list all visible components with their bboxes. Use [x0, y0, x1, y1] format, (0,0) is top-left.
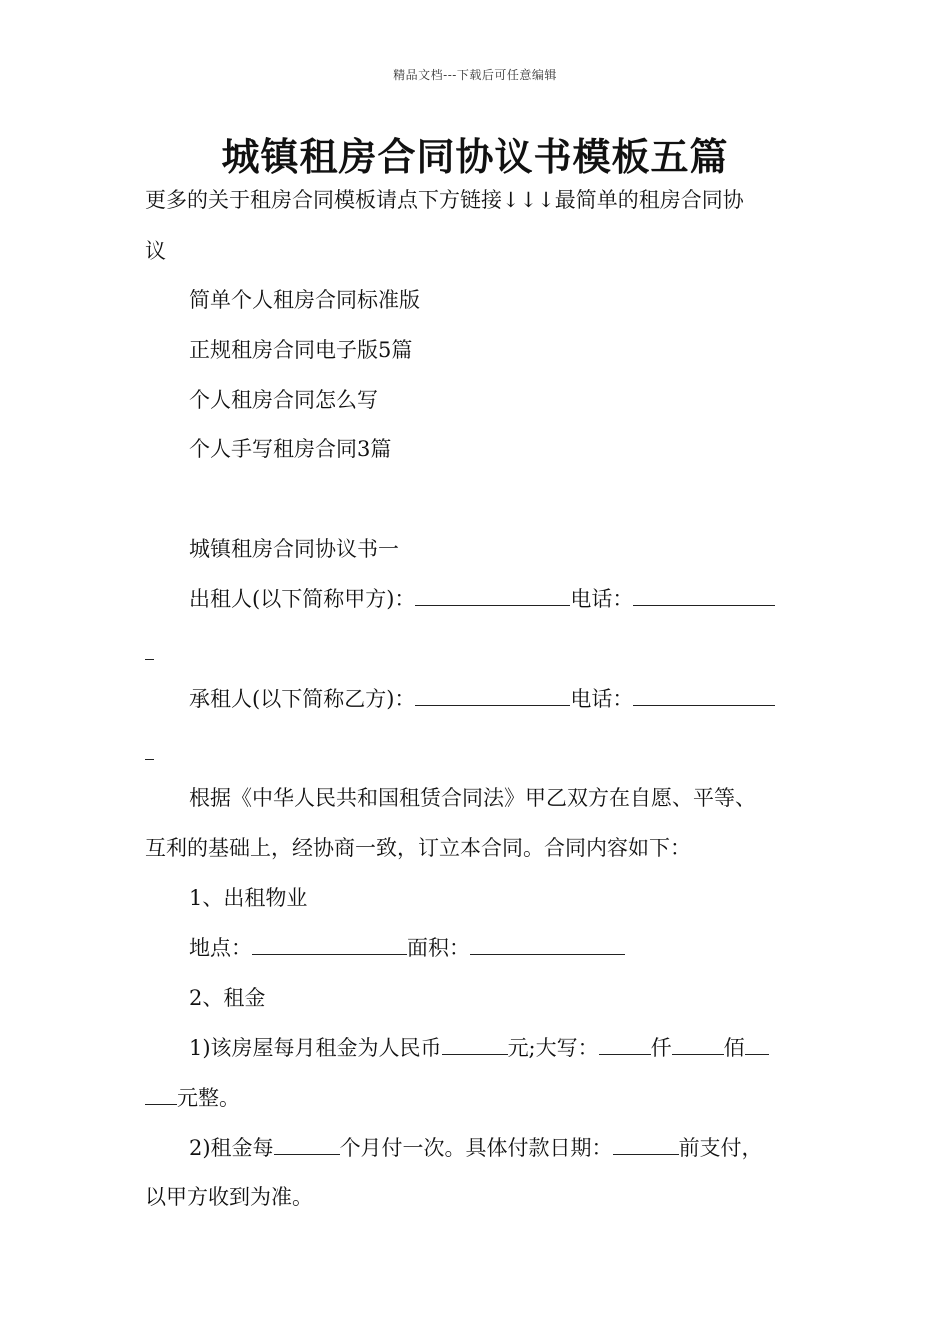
- lessee-phone-blank-overflow: [145, 759, 154, 760]
- rent-clause-2-line-2: 以甲方收到为准。: [145, 1185, 313, 1209]
- lessor-phone-blank[interactable]: [633, 585, 775, 606]
- lessor-phone-label: 电话：: [570, 587, 634, 611]
- basis-line-2: 互利的基础上，经协商一致，订立本合同。合同内容如下：: [145, 836, 691, 860]
- lessor-line: [189, 584, 775, 614]
- rent1-text-a: 1)该房屋每月租金为人民币: [189, 1036, 442, 1060]
- area-label: 面积：: [407, 936, 470, 960]
- lessor-phone-blank-overflow: [145, 659, 154, 660]
- rent-clause-2-line-1: [189, 1133, 763, 1163]
- rent-clause-1-line-2: [145, 1083, 240, 1113]
- document-title: 城镇租房合同协议书模板五篇: [221, 135, 729, 179]
- rent2-text-a: 2)租金每: [189, 1136, 274, 1160]
- link-item-2[interactable]: 正规租房合同电子版5篇: [189, 338, 413, 362]
- page-header: 精品文档---下载后可任意编辑: [393, 68, 557, 82]
- intro-line-2: 议: [145, 239, 166, 263]
- link-item-4[interactable]: 个人手写租房合同3篇: [189, 437, 392, 461]
- lessee-phone-label: 电话：: [570, 687, 634, 711]
- lessee-line: [189, 684, 775, 714]
- link-item-3[interactable]: 个人租房合同怎么写: [189, 388, 378, 412]
- intro-line-1: 更多的关于租房合同模板请点下方链接↓↓↓最简单的租房合同协: [145, 188, 744, 212]
- rent-clause-1-line-1: [189, 1033, 769, 1063]
- rent1-text-d: 佰: [723, 1036, 745, 1060]
- units-blank-part-2[interactable]: [145, 1084, 177, 1105]
- basis-line-1: 根据《中华人民共和国租赁合同法》甲乙双方在自愿、平等、: [189, 786, 756, 810]
- location-area-line: [189, 933, 625, 963]
- location-label: 地点：: [189, 936, 252, 960]
- area-blank[interactable]: [470, 934, 625, 955]
- payment-date-blank[interactable]: [613, 1134, 679, 1155]
- link-item-1[interactable]: 简单个人租房合同标准版: [189, 288, 420, 312]
- rent1-text-e: 元整。: [177, 1086, 240, 1110]
- payment-interval-blank[interactable]: [274, 1134, 340, 1155]
- contract-heading: 城镇租房合同协议书一: [189, 537, 399, 561]
- thousands-blank[interactable]: [599, 1034, 651, 1055]
- location-blank[interactable]: [252, 934, 407, 955]
- lessee-name-blank[interactable]: [415, 685, 570, 706]
- lessee-phone-blank[interactable]: [633, 685, 775, 706]
- lessee-label: 承租人(以下简称乙方)：: [189, 687, 416, 711]
- section-2-heading: 2、租金: [189, 986, 266, 1010]
- rent2-text-c: 前支付，: [678, 1136, 763, 1160]
- rent2-text-b: 个月付一次。具体付款日期：: [339, 1136, 613, 1160]
- lessor-name-blank[interactable]: [415, 585, 570, 606]
- rent1-text-c: 仟: [650, 1036, 672, 1060]
- section-1-heading: 1、出租物业: [189, 886, 308, 910]
- hundreds-blank[interactable]: [672, 1034, 724, 1055]
- lessor-label: 出租人(以下简称甲方)：: [189, 587, 416, 611]
- units-blank-part-1[interactable]: [745, 1034, 769, 1055]
- rent1-text-b: 元;大写：: [507, 1036, 599, 1060]
- rent-amount-blank[interactable]: [442, 1034, 508, 1055]
